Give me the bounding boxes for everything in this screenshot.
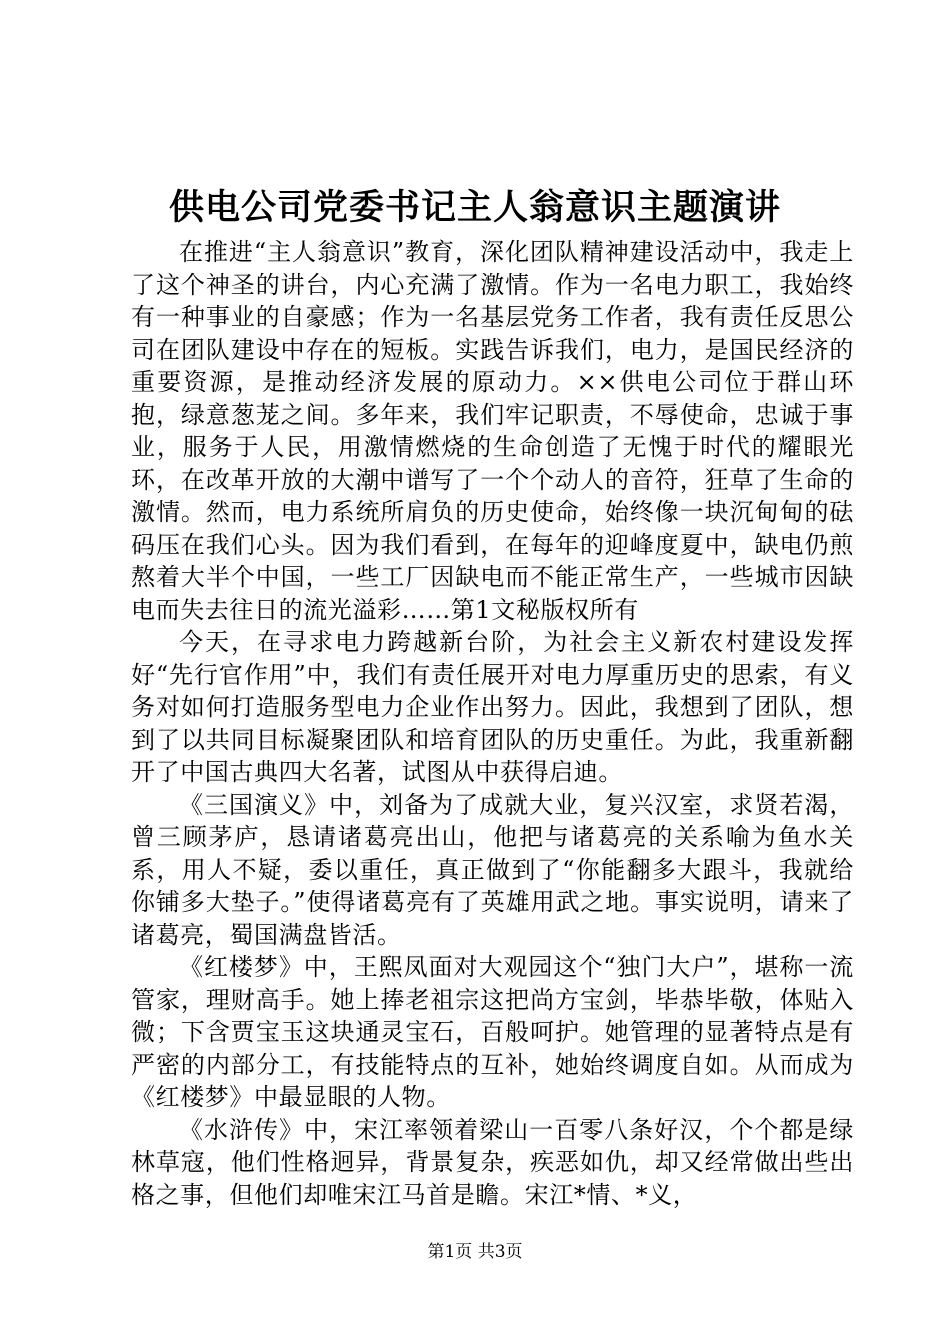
paragraph-red-mansions: 《红楼梦》中，王熙凤面对大观园这个“独门大户”，堪称一流管家，理财高手。她上捧老祖宗这把尚方宝剑，毕恭毕敬，体贴入微；下含贾宝玉这块通灵宝石，百般呵护。她管理的显著特点是有严密的内部分工，有技能特点的互补，她始终调度自如。从而成为《红楼梦》中最显眼的人物。 xyxy=(131,953,854,1111)
paragraph-three-kingdoms: 《三国演义》中，刘备为了成就大业，复兴汉室，求贤若渴，曾三顾茅庐，恳请诸葛亮出山，他把与诸葛亮的关系喻为鱼水关系，用人不疑，委以重任，真正做到了“你能翻多大跟斗，我就给你铺多大垫子。”使得诸葛亮有了英雄用武之地。事实说明，请来了诸葛亮，蜀国满盘皆活。 xyxy=(131,790,854,949)
paragraph-intro: 在推进“主人翁意识”教育，深化团队精神建设活动中，我走上了这个神圣的讲台，内心充满了激情。作为一名电力职工，我始终有一种事业的自豪感；作为一名基层党务工作者，我有责任反思公司在团队建设中存在的短板。实践告诉我们，电力，是国民经济的重要资源，是推动经济发展的原动力。××供电公司位于群山环抱，绿意葱茏之间。多年来，我们牢记职责，不辱使命，忠诚于事业，服务于人民，用激情燃烧的生命创造了无愧于时代的耀眼光环，在改革开放的大潮中谱写了一个个动人的音符，狂草了生命的激情。然而，电力系统所肩负的历史使命，始终像一块沉甸甸的砝码压在我们心头。因为我们看到，在每年的迎峰度夏中，缺电仍煎熬着大半个中国，一些工厂因缺电而不能正常生产，一些城市因缺电而失去往日的流光溢彩……第1文秘版权所有 xyxy=(131,238,854,624)
paragraph-today: 今天，在寻求电力跨越新台阶，为社会主义新农村建设发挥好“先行官作用”中，我们有责任展开对电力厚重历史的思索，有义务对如何打造服务型电力企业作出努力。因此，我想到了团队，想到了以共同目标凝聚团队和培育团队的历史重任。为此，我重新翻开了中国古典四大名著，试图从中获得启迪。 xyxy=(131,628,854,786)
paragraph-water-margin: 《水浒传》中，宋江率领着梁山一百零八条好汉，个个都是绿林草寇，他们性格迥异，背景复杂，疾恶如仇，却又经常做出些出格之事，但他们却唯宋江马首是瞻。宋江*情、*义， xyxy=(131,1115,854,1209)
document-body xyxy=(131,236,854,1211)
page-footer: 第1页 共3页 xyxy=(427,1242,523,1262)
document-title: 供电公司党委书记主人翁意识主题演讲 xyxy=(168,188,781,228)
